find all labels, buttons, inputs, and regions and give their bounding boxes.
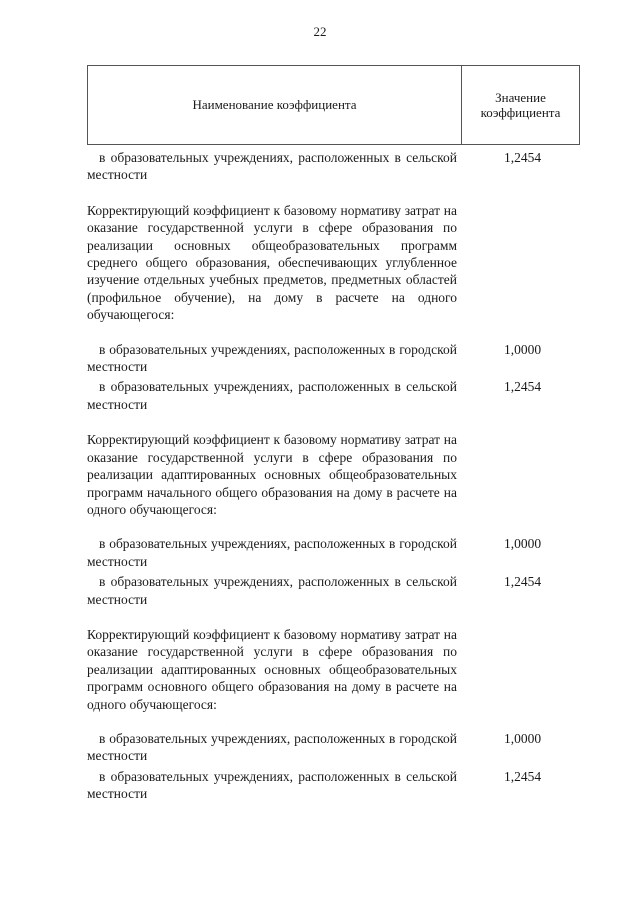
coefficient-group-heading: Корректирующий коэффициент к базовому нормативу затрат на оказание государственной услуги в сфере образования по реализации адаптированных основных общеобразовательных программ основного общего образования на дому в расчете на одного обучающегося: — [87, 626, 457, 712]
table-body — [87, 149, 580, 803]
coefficient-value: 1,2454 — [503, 379, 542, 395]
table-row — [87, 431, 580, 518]
table-row — [87, 768, 580, 803]
table-row — [87, 149, 580, 184]
coefficient-value: 1,2454 — [503, 768, 542, 784]
column-header-name: Наименование коэффициента — [192, 97, 357, 112]
table-row — [87, 378, 580, 413]
table-row — [87, 341, 580, 376]
column-header-value: Значение коэффициента — [480, 90, 561, 120]
coefficient-value: 1,0000 — [503, 536, 542, 552]
coefficient-value: 1,0000 — [503, 341, 542, 357]
table-row — [87, 730, 580, 765]
coefficient-name: в образовательных учреждениях, расположенных в городской местности — [87, 730, 457, 764]
table-row — [87, 626, 580, 713]
coefficient-value: 1,0000 — [503, 730, 542, 746]
coefficient-value: 1,2454 — [503, 150, 542, 165]
table-header — [87, 65, 580, 145]
coefficient-group-heading: Корректирующий коэффициент к базовому нормативу затрат на оказание государственной услуги в сфере образования по реализации основных общеобразовательных программ среднего общего образования, обеспечивающих углубленное изучение отдельных учебных предметов, предметных областей (профильное обучение), на дому в расчете на одного обучающегося: — [87, 202, 457, 323]
coefficient-name: в образовательных учреждениях, расположенных в сельской местности — [87, 768, 457, 802]
coefficient-group-heading: Корректирующий коэффициент к базовому нормативу затрат на оказание государственной услуги в сфере образования по реализации адаптированных основных общеобразовательных программ начального общего образования на дому в расчете на одного обучающегося: — [87, 432, 457, 517]
coefficient-name: в образовательных учреждениях, расположенных в городской местности — [87, 536, 457, 569]
table-row — [87, 535, 580, 570]
coefficient-name: в образовательных учреждениях, расположенных в сельской местности — [87, 150, 457, 183]
coefficient-name: в образовательных учреждениях, расположенных в сельской местности — [87, 379, 457, 412]
table-row — [87, 573, 580, 608]
table-row — [87, 202, 580, 324]
page-number: 22 — [313, 24, 327, 39]
coefficient-value: 1,2454 — [503, 574, 542, 590]
coefficient-name: в образовательных учреждениях, расположенных в городской местности — [87, 341, 457, 375]
coefficient-name: в образовательных учреждениях, расположенных в сельской местности — [87, 574, 457, 607]
